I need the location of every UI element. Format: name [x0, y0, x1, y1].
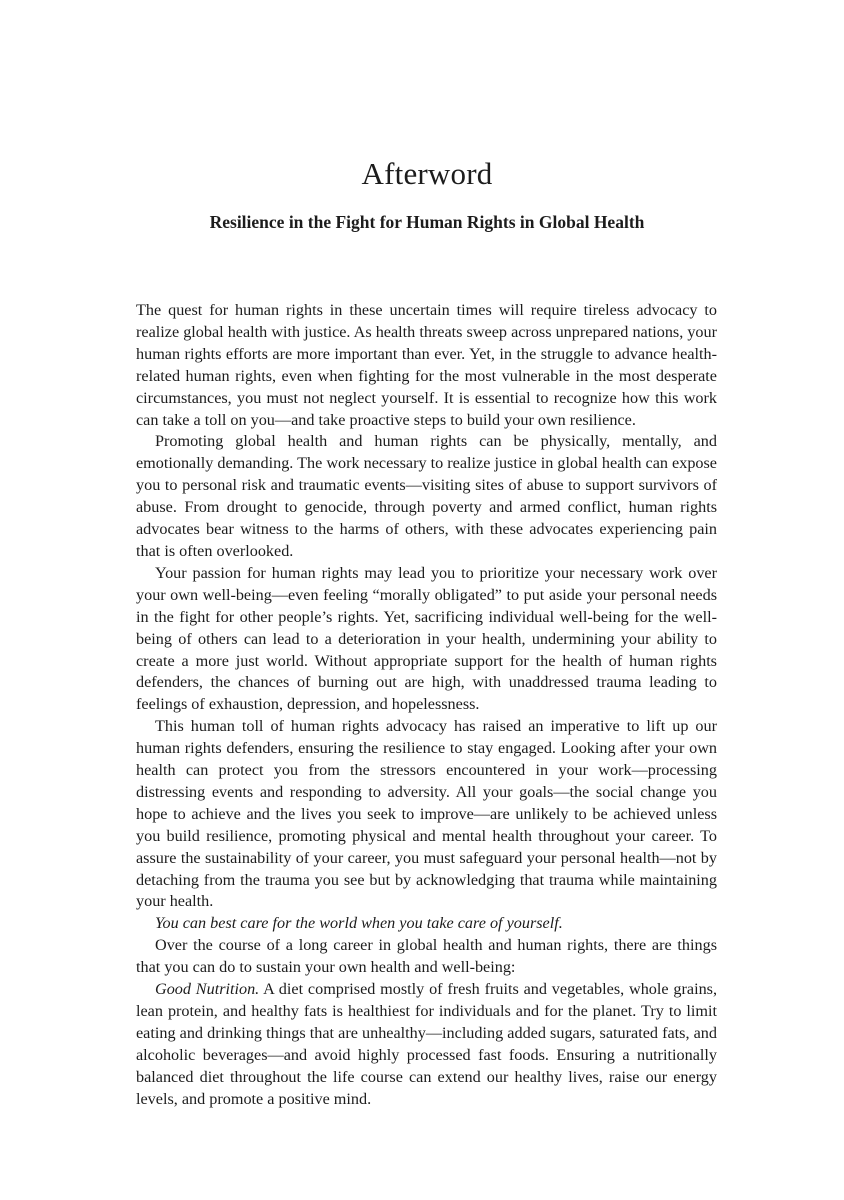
chapter-subtitle: Resilience in the Fight for Human Rights in Global Health	[209, 212, 645, 232]
body-text	[136, 300, 717, 1111]
nutrition-paragraph	[136, 979, 717, 1110]
paragraph-3: Your passion for human rights may lead you to prioritize your necessary work over your own well-being—even feeling “morally obligated” to put aside your personal needs in the fight for other people’s rights. Yet, sacrificing individual well-being for the well-being of others can lead to a deterioration in your health, undermining your ability to create a more just world. Without appropriate support for the health of human rights defenders, the chances of burning out are high, with unaddressed trauma leading to feelings of exhaustion, depression, and hopelessness.	[136, 563, 717, 714]
paragraph-4: This human toll of human rights advocacy has raised an imperative to lift up our human rights defenders, ensuring the resilience to stay engaged. Looking after your own health can protect you from the stressors encountered in your work—processing distressing events and responding to adversity. All your goals—the social change you hope to achieve and the lives you seek to improve—are unlikely to be achieved unless you build resilience, promoting physical and mental health throughout your career. To assure the sustainability of your career, you must safeguard your personal health—not by detaching from the trauma you see but by acknowledging that trauma while maintaining your health.	[136, 717, 717, 911]
nutrition-text: A diet comprised mostly of fresh fruits and vegetables, whole grains, lean protein, and healthy fats is healthiest for individuals and for the planet. Try to limit eating and drinking things that are unhealthy—including added sugars, saturated fats, and alcoholic beverages—and avoid highly processed fast foods. Ensuring a nutritionally balanced diet throughout the life course can extend our healthy lives, raise our energy levels, and promote a positive mind.	[136, 980, 718, 1108]
paragraph-5: Over the course of a long career in global health and human rights, there are things that you can do to sustain your own health and well-being:	[136, 936, 717, 977]
nutrition-heading: Good Nutrition.	[155, 980, 260, 999]
emphasis-line: You can best care for the world when you take care of yourself.	[155, 914, 563, 933]
paragraph-2: Promoting global health and human rights can be physically, mentally, and emotionally demanding. The work necessary to realize justice in global health can expose you to personal risk and traumatic events—visiting sites of abuse to support survivors of abuse. From drought to genocide, through poverty and armed conflict, human rights advocates bear witness to the harms of others, with these advocates experiencing pain that is often overlooked.	[136, 432, 717, 560]
chapter-title: Afterword	[361, 156, 493, 191]
paragraph-1: The quest for human rights in these uncertain times will require tireless advocacy to realize global health with justice. As health threats sweep across unprepared nations, your human rights efforts are more important than ever. Yet, in the struggle to advance health-related human rights, even when fighting for the most vulnerable in the most desperate circumstances, you must not neglect yourself. It is essential to recognize how this work can take a toll on you—and take proactive steps to build your own resilience.	[136, 301, 717, 429]
